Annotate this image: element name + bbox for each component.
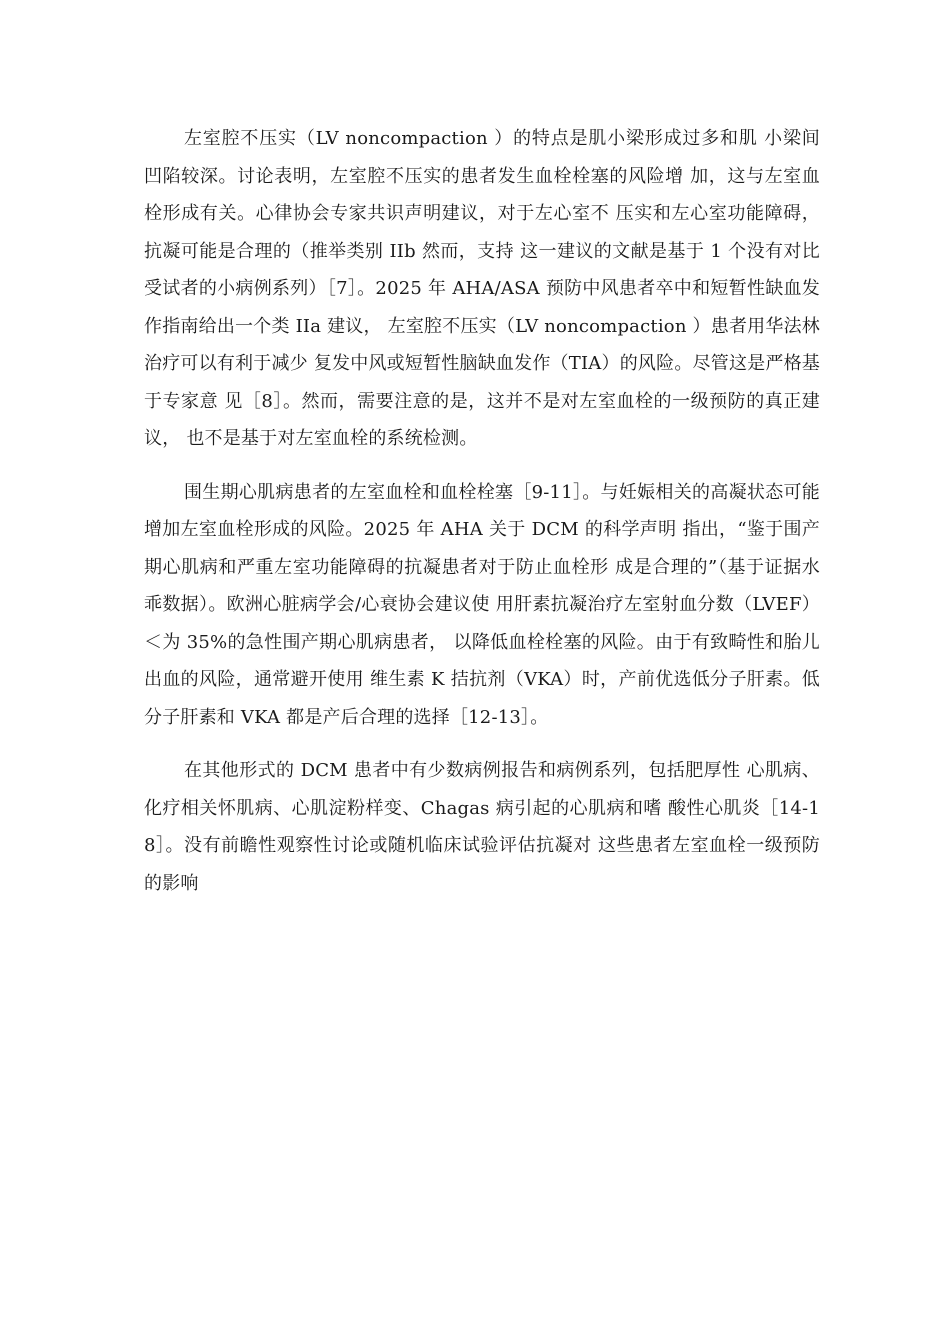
paragraph-lv-noncompaction: 左室腔不压实（LV noncompaction ）的特点是肌小梁形成过多和肌 小梁间凹陷较深。讨论表明，左室腔不压实的患者发生血栓栓塞的风险增 加，这与左室血栓形成有关。心律协会专家共识声明建议，对于左心室不 压实和左心室功能障碍，抗凝可能是合理的（推举类别 IIb 然而，支持 这一建议的文献是基于 1 个没有对比受试者的小病例系列）［7］。2025 年 AHA/ASA 预防中风患者卒中和短暂性缺血发作指南给出一个类 IIa 建议， 左室腔不压实（LV noncompaction ）患者用华法林治疗可以有利于减少 复发中风或短暂性脑缺血发作（TIA）的风险。尽管这是严格基于专家意 见［8］。然而，需要注意的是，这并不是对左室血栓的一级预防的真正建议， 也不是基于对左室血栓的系统检测。: [144, 128, 820, 449]
paragraph-other-dcm: 在其他形式的 DCM 患者中有少数病例报告和病例系列，包括肥厚性 心肌病、化疗相关怀肌病、心肌淀粉样变、Chagas 病引起的心肌病和嗜 酸性心肌炎［14-18］。没有前瞻性观察性讨论或随机临床试验评估抗凝对 这些患者左室血栓一级预防的影响: [144, 760, 820, 894]
paragraph-peripartum-cardiomyopathy: 围生期心肌病患者的左室血栓和血栓栓塞［9-11］。与妊娠相关的高凝状态可能增加左室血栓形成的风险。2025 年 AHA 关于 DCM 的科学声明 指出，“鉴于围产期心肌病和严重左室功能障碍的抗凝患者对于防止血栓形 成是合理的”（基于证据水乖数据）。欧洲心脏病学会/心衰协会建议使 用肝素抗凝治疗左室射血分数（LVEF）＜为 35%的急性围产期心肌病患者， 以降低血栓栓塞的风险。由于有致畸性和胎儿出血的风险，通常避开使用 维生素 K 拮抗剂（VKA）时，产前优选低分子肝素。低分子肝素和 VKA 都是产后合理的选择［12-13］。: [144, 481, 820, 728]
document-body: [144, 120, 820, 902]
